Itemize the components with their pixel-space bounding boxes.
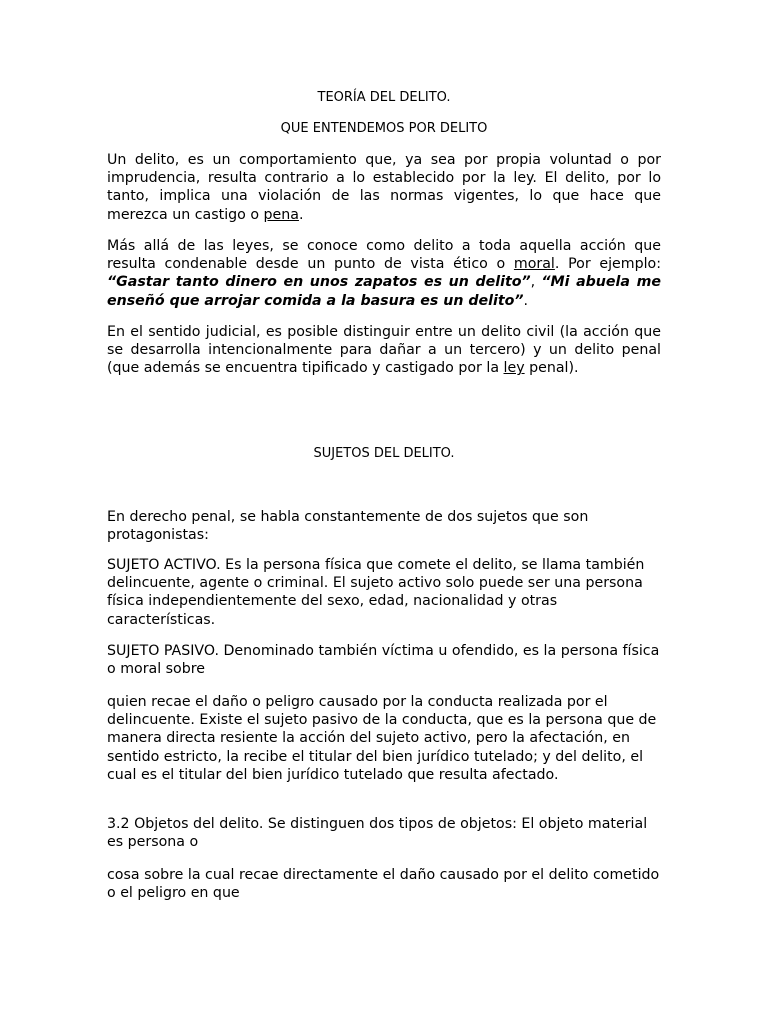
paragraph-sujetos-intro: En derecho penal, se habla constantemente de dos sujetos que son protagonistas: xyxy=(107,509,589,544)
quote-separator: , xyxy=(530,274,542,291)
link-pena[interactable]: pena xyxy=(263,206,299,223)
paragraph-judicial xyxy=(107,323,661,378)
paragraph-moral-text: Más allá de las leyes, se conoce como delito a toda aquella acción que resulta condenable desde un punto de vista ético o xyxy=(107,238,661,273)
paragraph-moral-mid: . Por ejemplo: xyxy=(554,256,661,273)
paragraph-judicial-text: En el sentido judicial, es posible distinguir entre un delito civil (la acción que se desarrolla intencionalmente para dañar a un tercero) y un delito penal (que además se encuentra tipificado y castigado por la xyxy=(107,324,661,377)
paragraph-sujeto-pasivo: SUJETO PASIVO. Denominado también víctima u ofendido, es la persona física o moral sobre xyxy=(107,643,660,678)
paragraph-objetos-cont: cosa sobre la cual recae directamente el daño causado por el delito cometido o el peligro en que xyxy=(107,867,660,902)
paragraph-judicial-end: penal). xyxy=(524,360,579,377)
link-moral[interactable]: moral xyxy=(513,256,555,273)
paragraph-definition-text: Un delito, es un comportamiento que, ya sea por propia voluntad o por imprudencia, resulta contrario a lo establecido por la ley. El delito, por lo tanto, implica una violación de las normas vigentes, lo que hace que merezca un castigo o xyxy=(107,152,661,223)
section-heading-sujetos xyxy=(0,446,768,462)
section-heading-sujetos-text: SUJETOS DEL DELITO xyxy=(313,446,451,461)
link-ley[interactable]: ley xyxy=(503,360,525,377)
paragraph-objetos: 3.2 Objetos del delito. Se distinguen dos tipos de objetos: El objeto material es persona o xyxy=(107,816,648,851)
section-heading-delito: QUE ENTENDEMOS POR DELITO xyxy=(280,121,488,136)
example-quote-2: “Mi abuela me enseñó que arrojar comida a la basura es un delito” xyxy=(107,274,661,309)
document-title: TEORÍA DEL DELITO. xyxy=(317,90,451,105)
paragraph-sujeto-pasivo-cont: quien recae el daño o peligro causado por la conducta realizada por el delincuente. Existe el sujeto pasivo de la conducta, que es la persona que de manera directa resiente la acción del sujeto activo, pero la afectación, en sentido estricto, la recibe el titular del bien jurídico tutelado; y del delito, el cual es el titular del bien jurídico tutelado que resulta afectado. xyxy=(107,694,657,783)
paragraph-definition xyxy=(107,151,661,224)
paragraph-moral xyxy=(107,237,661,310)
section-heading-sujetos-dot: . xyxy=(450,446,455,461)
paragraph-sujeto-activo: SUJETO ACTIVO. Es la persona física que comete el delito, se llama también delincuente, agente o criminal. El sujeto activo solo puede ser una persona física independientemente del sexo, edad, nacionalidad y otras características. xyxy=(107,557,645,628)
paragraph-moral-end: . xyxy=(523,292,529,309)
example-quote-1: “Gastar tanto dinero en unos zapatos es un delito” xyxy=(107,274,531,291)
paragraph-definition-end: . xyxy=(298,206,304,223)
